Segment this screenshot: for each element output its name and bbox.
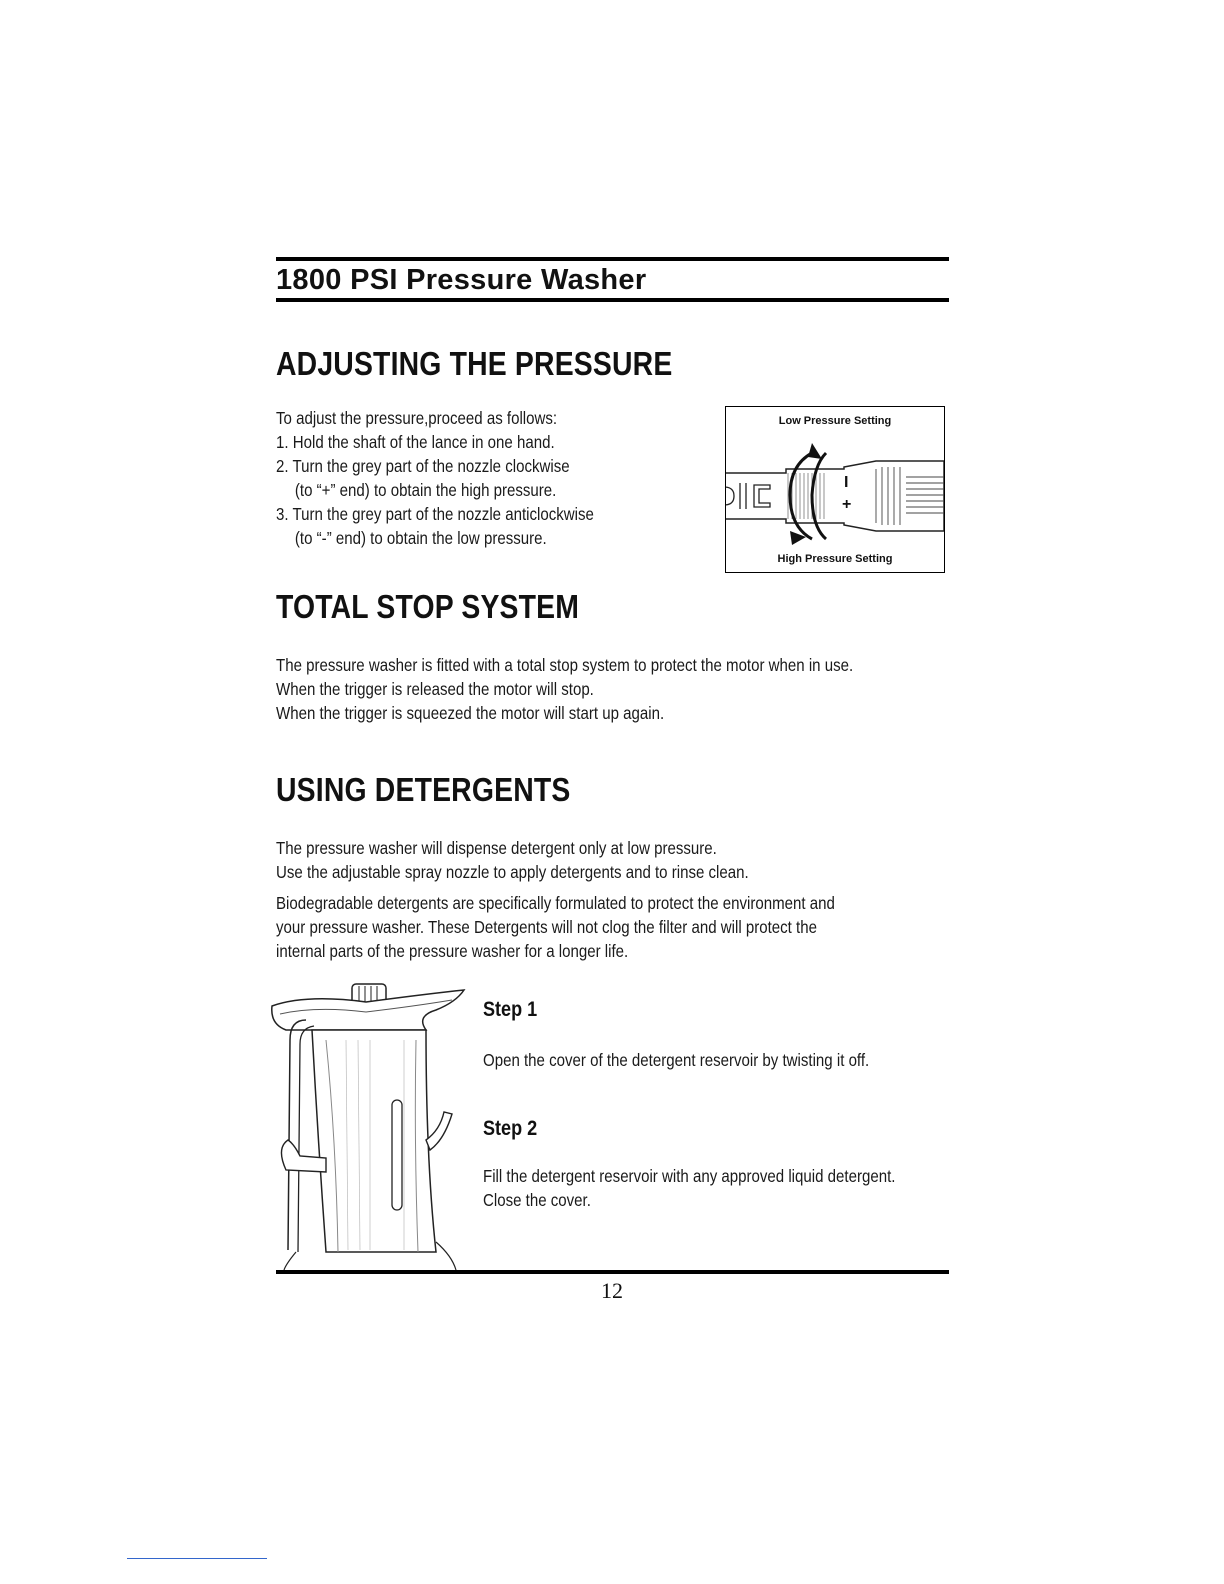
- section-heading-total-stop: TOTAL STOP SYSTEM: [276, 588, 580, 625]
- adjusting-step-2-cont: (to “+” end) to obtain the high pressure.: [294, 480, 557, 500]
- section-heading-detergents: USING DETERGENTS: [276, 771, 571, 808]
- nozzle-pressure-figure: [725, 406, 945, 573]
- link-underline: [127, 1558, 267, 1559]
- total-stop-line-2: When the trigger is released the motor will stop.: [276, 679, 594, 699]
- adjusting-instructions: [276, 406, 594, 550]
- detergent-reservoir-illustration: [266, 980, 471, 1270]
- low-pressure-label: Low Pressure Setting: [778, 415, 892, 427]
- step-1-title: Step 1: [483, 998, 538, 1021]
- step-2-text: [483, 1164, 895, 1212]
- total-stop-line-3: When the trigger is squeezed the motor will start up again.: [276, 703, 665, 723]
- adjusting-step-2: 2. Turn the grey part of the nozzle clockwise: [276, 456, 570, 476]
- detergents-line-2: Use the adjustable spray nozzle to apply detergents and to rinse clean.: [276, 862, 749, 882]
- adjusting-step-3-cont: (to “-” end) to obtain the low pressure.: [294, 528, 547, 548]
- minus-mark: I: [844, 474, 849, 491]
- step-2-title: Step 2: [483, 1117, 538, 1140]
- adjusting-step-3: 3. Turn the grey part of the nozzle anticlockwise: [276, 504, 594, 524]
- detergents-para-1: [276, 836, 749, 884]
- total-stop-line-1: The pressure washer is fitted with a total stop system to protect the motor when in use.: [276, 655, 854, 675]
- header-top-rule: [276, 257, 949, 261]
- detergents-line-4: your pressure washer. These Detergents will not clog the filter and will protect the: [276, 917, 817, 937]
- plus-mark: +: [842, 496, 852, 513]
- page-number: 12: [601, 1278, 623, 1303]
- step-2-line-2: Close the cover.: [483, 1190, 591, 1210]
- nozzle-illustration: [726, 435, 944, 555]
- high-pressure-label: High Pressure Setting: [777, 553, 893, 565]
- detergents-para-2: [276, 891, 835, 963]
- section-heading-adjusting: ADJUSTING THE PRESSURE: [276, 345, 673, 382]
- document-title: 1800 PSI Pressure Washer: [276, 264, 647, 296]
- header-bottom-rule: [276, 298, 949, 302]
- detergents-line-1: The pressure washer will dispense detergent only at low pressure.: [276, 838, 717, 858]
- adjusting-intro: To adjust the pressure,proceed as follows:: [276, 408, 558, 428]
- adjusting-step-1: 1. Hold the shaft of the lance in one hand.: [276, 432, 555, 452]
- detergents-line-5: internal parts of the pressure washer for a longer life.: [276, 941, 629, 961]
- step-2-line-1: Fill the detergent reservoir with any approved liquid detergent.: [483, 1166, 896, 1186]
- total-stop-text: [276, 653, 853, 725]
- footer-rule: [276, 1270, 949, 1274]
- detergents-line-3: Biodegradable detergents are specifically formulated to protect the environment and: [276, 893, 835, 913]
- step-1-text: Open the cover of the detergent reservoir by twisting it off.: [483, 1050, 870, 1070]
